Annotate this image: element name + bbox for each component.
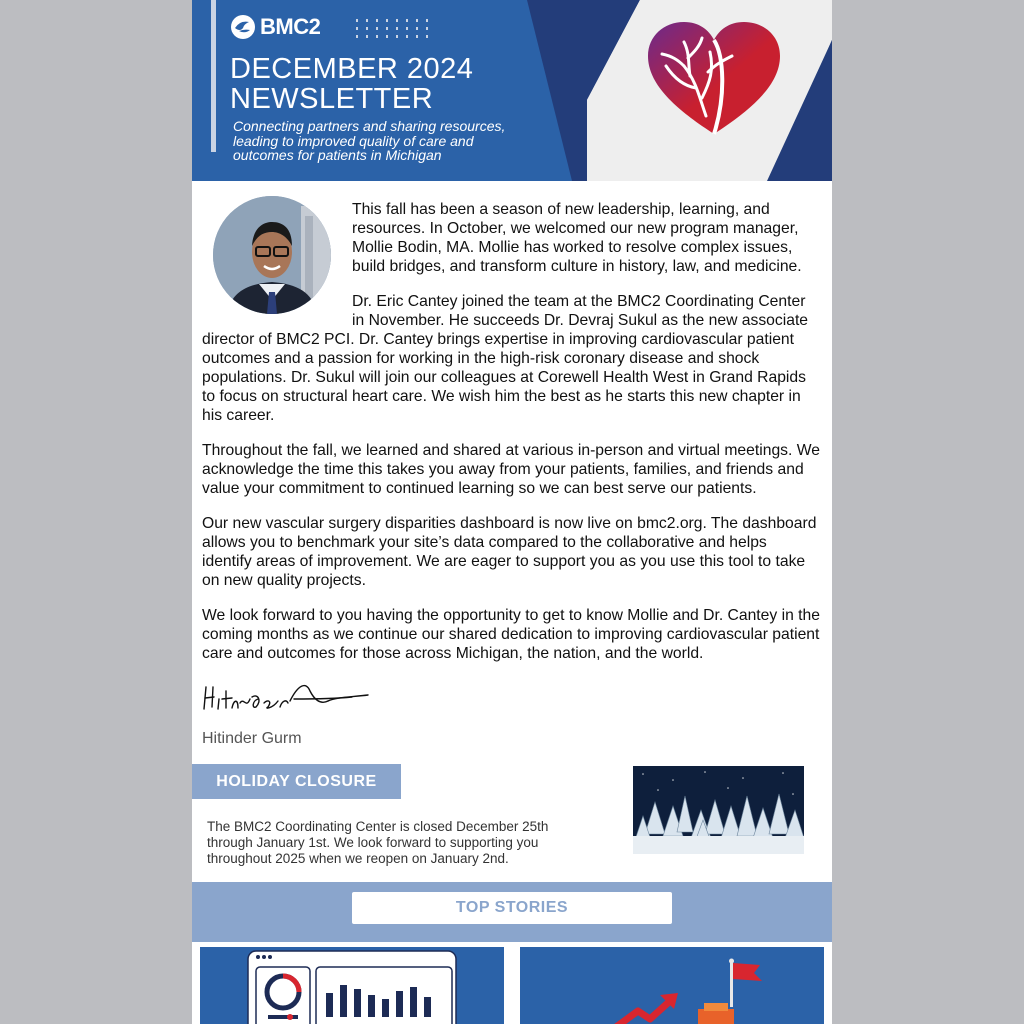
dashboard-illustration-icon	[200, 947, 504, 1024]
title-line-1: DECEMBER 2024	[230, 53, 474, 85]
growth-flag-illustration-icon	[520, 947, 824, 1024]
portrait-image	[213, 196, 331, 314]
signature-image	[202, 679, 372, 719]
newsletter-email	[192, 0, 832, 1024]
header-banner	[192, 0, 832, 181]
logo-text: BMC2	[260, 14, 321, 39]
letter-paragraph-4: Our new vascular surgery disparities dashboard is now live on bmc2.org. The dashboard allows you to benchmark your site’s data compared to the collaborative and helps identify areas of improvement. We are eager to support you as you use this tool to take on new quality projects.	[202, 515, 817, 589]
signer-name: Hitinder Gurm	[202, 730, 302, 747]
letter-body	[202, 200, 820, 748]
story-tile-dashboard[interactable]	[200, 947, 504, 1024]
newsletter-tagline: Connecting partners and sharing resources, leading to improved quality of care and outcomes for patients in Michigan	[233, 118, 506, 163]
winter-trees-icon	[633, 766, 804, 854]
letter-paragraph-2: Dr. Eric Cantey joined the team at the BMC2 Coordinating Center in November. He succeeds Dr. Devraj Sukul as the new associate director of BMC2 PCI. Dr. Cantey brings expertise in improving cardiovascular patient outcomes and a passion for working in the high-risk coronary disease and shock populations. Dr. Sukul will join our colleagues at Corewell Health West in Grand Rapids to focus on structural heart care. We wish him the best as he starts this new chapter in his career.	[202, 293, 809, 424]
top-stories-band	[192, 882, 832, 942]
holiday-closure-heading: HOLIDAY CLOSURE	[192, 764, 401, 799]
story-tile-growth[interactable]	[520, 947, 824, 1024]
letter-paragraph-3: Throughout the fall, we learned and shared at various in-person and virtual meetings. We acknowledge the time this takes you away from your patients, families, and friends and value your commitment to continued learning so we can best serve our patients.	[202, 442, 820, 497]
top-stories-button[interactable]: TOP STORIES	[352, 892, 672, 924]
letter-paragraph-1: This fall has been a season of new leadership, learning, and resources. In October, we welcomed our new program manager, Mollie Bodin, MA. Mollie has worked to resolve complex issues, build bridges, and transform culture in history, law, and medicine.	[352, 201, 802, 275]
bird-logo-icon	[230, 14, 256, 40]
letter-paragraph-5: We look forward to you having the opportunity to get to know Mollie and Dr. Cantey in the coming months as we continue our shared dedication to improving cardiovascular patient care and outcomes for those across Michigan, the nation, and the world.	[202, 607, 820, 662]
handwritten-signature	[202, 679, 820, 721]
snowy-trees-image	[633, 766, 804, 854]
title-line-2: NEWSLETTER	[230, 83, 434, 115]
header-accent-bar	[211, 0, 216, 152]
holiday-closure-text: The BMC2 Coordinating Center is closed December 25th through January 1st. We look forward to supporting you throughout 2025 when we reopen on January 2nd.	[207, 819, 549, 866]
decorative-dots	[354, 17, 434, 41]
newsletter-title	[230, 54, 473, 114]
bmc2-logo[interactable]	[230, 14, 320, 40]
person-portrait-icon	[213, 196, 331, 314]
director-photo	[202, 196, 352, 318]
heart-tree-icon	[644, 16, 784, 141]
